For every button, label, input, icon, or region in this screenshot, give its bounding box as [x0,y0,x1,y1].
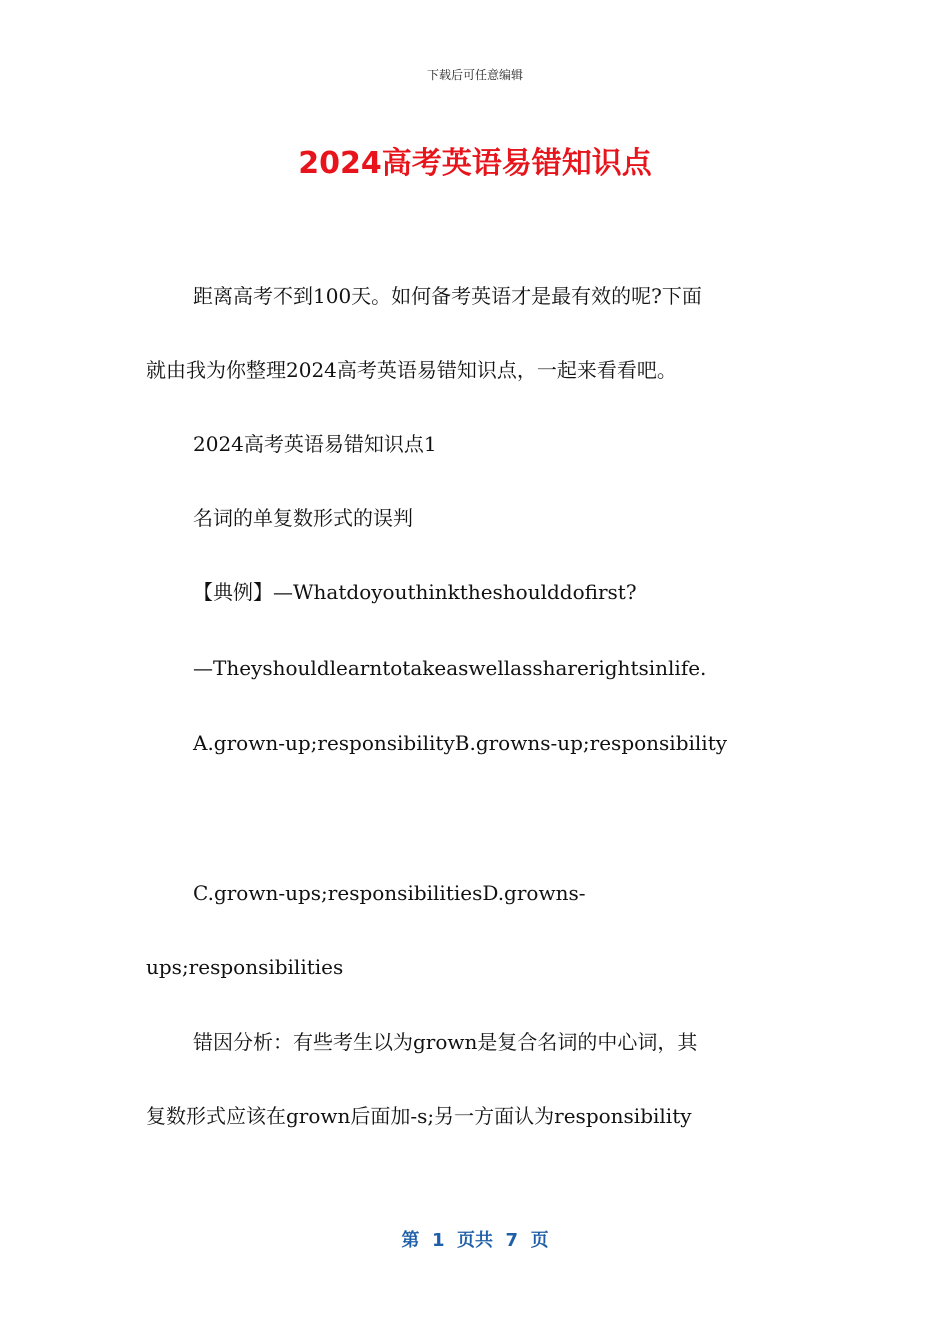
subsection-heading: 名词的单复数形式的误判 [193,506,413,530]
option-line-cd-continued: ups;responsibilities [146,955,344,979]
option-line-ab: A.grown-up;responsibilityB.growns-up;responsibility [193,731,728,755]
document-title: 2024高考英语易错知识点 [298,146,652,181]
analysis-line-2: 复数形式应该在grown后面加-s;另一方面认为responsibility [146,1104,692,1128]
option-line-cd: C.grown-ups;responsibilitiesD.growns- [193,881,586,905]
page-footer: 第 1 页共 7 页 [401,1230,549,1251]
example-answer-line: —Theyshouldlearntotakeaswellassharerightsinlife. [193,656,707,680]
example-question-line: 【典例】—Whatdoyouthinktheshoulddofirst? [193,580,637,604]
paragraph-line-2: 就由我为你整理2024高考英语易错知识点，一起来看看吧。 [146,358,677,382]
header-note: 下载后可任意编辑 [426,68,523,82]
analysis-line-1: 错因分析：有些考生以为grown是复合名词的中心词，其 [193,1030,698,1054]
section-heading: 2024高考英语易错知识点1 [193,432,437,456]
paragraph-line-1: 距离高考不到100天。如何备考英语才是最有效的呢?下面 [193,284,702,308]
